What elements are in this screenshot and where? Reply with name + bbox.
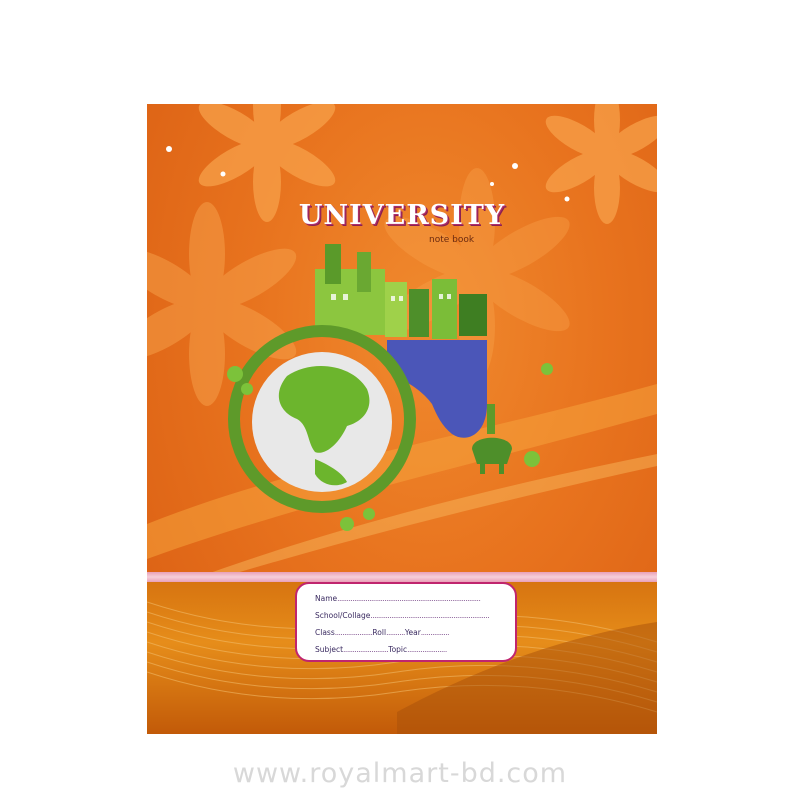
year-label: Year [404,628,421,637]
subject-topic-field[interactable]: Subject........................Topic..................... [315,645,447,654]
subject-label: Subject [315,645,344,654]
notebook-cover [147,104,657,734]
class-roll-year-field[interactable]: Class....................Roll..........Year............... [315,628,450,637]
school-label: School/Collage [315,611,371,620]
school-field[interactable]: School/Collage............................................................... [315,611,490,620]
topic-label: Topic [388,645,408,654]
name-label: Name [315,594,338,603]
name-field[interactable]: Name............................................................................ [315,594,481,603]
watermark-text: www.royalmart-bd.com [232,758,568,789]
divider-strip [147,572,657,582]
cover-title: UNIVERSITY [298,200,506,231]
name-label-box [295,582,517,662]
cover-subtitle: note book [429,235,475,245]
roll-label: Roll [372,628,387,637]
class-label: Class [315,628,335,637]
